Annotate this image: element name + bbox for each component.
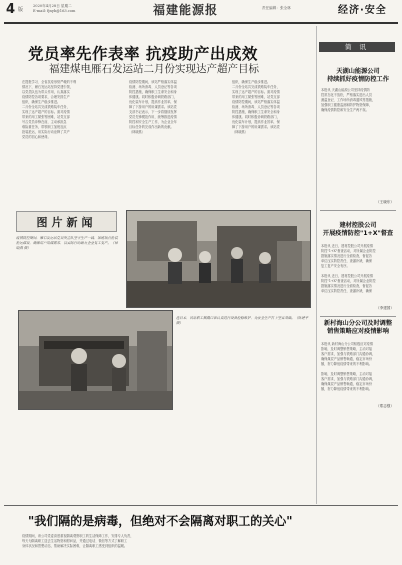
brief-3-title: 新村海山分公司及时调整 销售策略应对疫情影响 [323, 320, 393, 335]
brief-1-body: 本报讯 天湖山能源公司坚持疫情防 控常态化不放松，严格落实进出人员 测温登记、工作场所消毒通风等措施， 加强职工健康监测和防护物资保障， 确保疫情防控和安全生产两不误。 [321, 88, 376, 112]
email: E-mail: fjnyb@163.com [33, 9, 76, 13]
photo-caption-2: 连日来，该站职工佩戴口罩认真进行设备检修维护，为安全生产打下坚实基础。（陈建平 摄） [176, 316, 309, 325]
brief-2-title: 建材控股公司 开展疫情防控"1+X"督查 [322, 222, 394, 237]
issue-date: 2020年4月28日 星期二 [33, 4, 72, 8]
news-photo-1 [126, 210, 311, 308]
brief-1-title: 天湖山能源公司 持续抓好疫情防控工作 [327, 68, 389, 83]
brief-2-body-cont: 本报讯 近日，建材控股公司开展疫情 防控"1+X"督查活动，对所属企业防控 措施落实情况进行全面检查，督促各 单位压实防控责任，查漏补缺，确保 [321, 274, 376, 293]
photo-caption-1: 疫情防控期间，雁石发运站党员突击队坚守生产一线，加班加点抢装抢运煤炭，确保用户用煤需求，以实际行动助力企业复工复产。（林晓燕 摄） [16, 236, 118, 250]
brief-2-body: 本报讯 近日，建材控股公司开展疫情 防控"1+X"督查活动，对所属企业防控 措施落实情况进行全面检查，督促各 单位压实防控责任，查漏补缺，确保 复工复产安全有序。 [321, 244, 376, 268]
page-suffix: 版 [18, 7, 24, 13]
main-headline: 党员率先作表率 抗疫助产出成效 [28, 45, 258, 63]
main-article-col-1: 在提报学习、全省抗疫形势严峻的不利 情况下，雁石发运站坚持党建引领， 以党员队伍为带头作用，认真落实 疫情防控各项要求，合理安排生产 组织，确保生产稳步推进。 二月份全站共完成铁路装车任务， 实现了达产超产的目标。面对疫情 带来的用工紧张等困难，站党支部 号召党员冲锋在前，主动承担急 难险重任务，带领职工加班加点 抢装抢运，用实际行动诠释了共产 党员的初心和使命。 [22, 80, 77, 139]
brief-divider [320, 316, 396, 317]
main-article-col-3: 组织，确保生产稳步推进。 二月份全站共完成铁路装车任务， 实现了达产超产的目标。面对疫情 带来的用工紧张等困难，站党支部 疫情防控期间，该站严格落实体温 检测、场所消毒、人员登记等各项 防控措施，确保职工生命安全和身 体健康。同时积极协调铁路部门， 优化装车计划，提高作业效率，保 障了下游用户的用煤需求。该站党 （林晓燕） [232, 80, 280, 134]
masthead-rule [4, 22, 398, 24]
brief-2-author: （李建国） [376, 306, 394, 310]
bottom-article-text: 疫情期间，该公司党委高度重视隔离观察职工的生活保障工作，安排专人负责， 每天为隔离职工送去生活物资和慰问品，并通过电话、微信等方式了解职工 身体状况和思想动态，帮助解决实际困难，让隔离职工感受到组织的温暖。 [22, 534, 134, 548]
brief-3-author: （郑志强） [376, 404, 394, 408]
news-photo-2 [18, 310, 173, 410]
main-article-col-2: 疫情防控期间，该站严格落实体温 检测、场所消毒、人员登记等各项 防控措施，确保职工生命安全和身 体健康。同时积极协调铁路部门， 优化装车计划，提高作业效率，保 障了下游用户的用煤需求。该站党 支部书记表示，下一步将继续发挥 党员先锋模范作用，统筹推进疫情 防控和安全生产工作，为企业全年 目标任务的完成作出新的贡献。 （林晓燕） [129, 80, 177, 134]
news-photo-2-image [19, 311, 172, 409]
brief-divider [320, 210, 396, 211]
photo-news-header: 图片新闻 [16, 211, 117, 232]
briefs-header: 简 讯 [319, 42, 395, 52]
page-number: 4 [6, 2, 16, 17]
column-divider [316, 26, 317, 504]
news-photo-1-image [127, 211, 310, 307]
date-line [33, 4, 75, 14]
brief-1-author: （王晓东） [376, 200, 394, 204]
bottom-rule [4, 505, 398, 506]
bottom-headline: "我们隔的是病毒，但绝对不会隔离对职工的关心" [28, 514, 293, 528]
section-title: 经济·安全 [338, 5, 387, 16]
brief-3-body-cont: 影响，及时调整销售策略，主动对接 客户需求，加强与铁路部门沟通协调， 确保煤炭产品销售畅通，稳定市场份 额，努力降低疫情带来的不利影响。 [321, 372, 376, 391]
editor-line: 责任编辑：张全林 [262, 6, 291, 10]
main-subhead: 福建煤电雁石发运站二月份实现达产超产目标 [49, 63, 259, 75]
newspaper-logo: 福建能源报 [153, 3, 219, 17]
brief-3-body: 本报讯 新村海山分公司积极应对疫情 影响，及时调整销售策略，主动对接 客户需求，加强与铁路部门沟通协调， 确保煤炭产品销售畅通，稳定市场份 额，努力降低疫情带来的不利影响。 [321, 342, 376, 366]
